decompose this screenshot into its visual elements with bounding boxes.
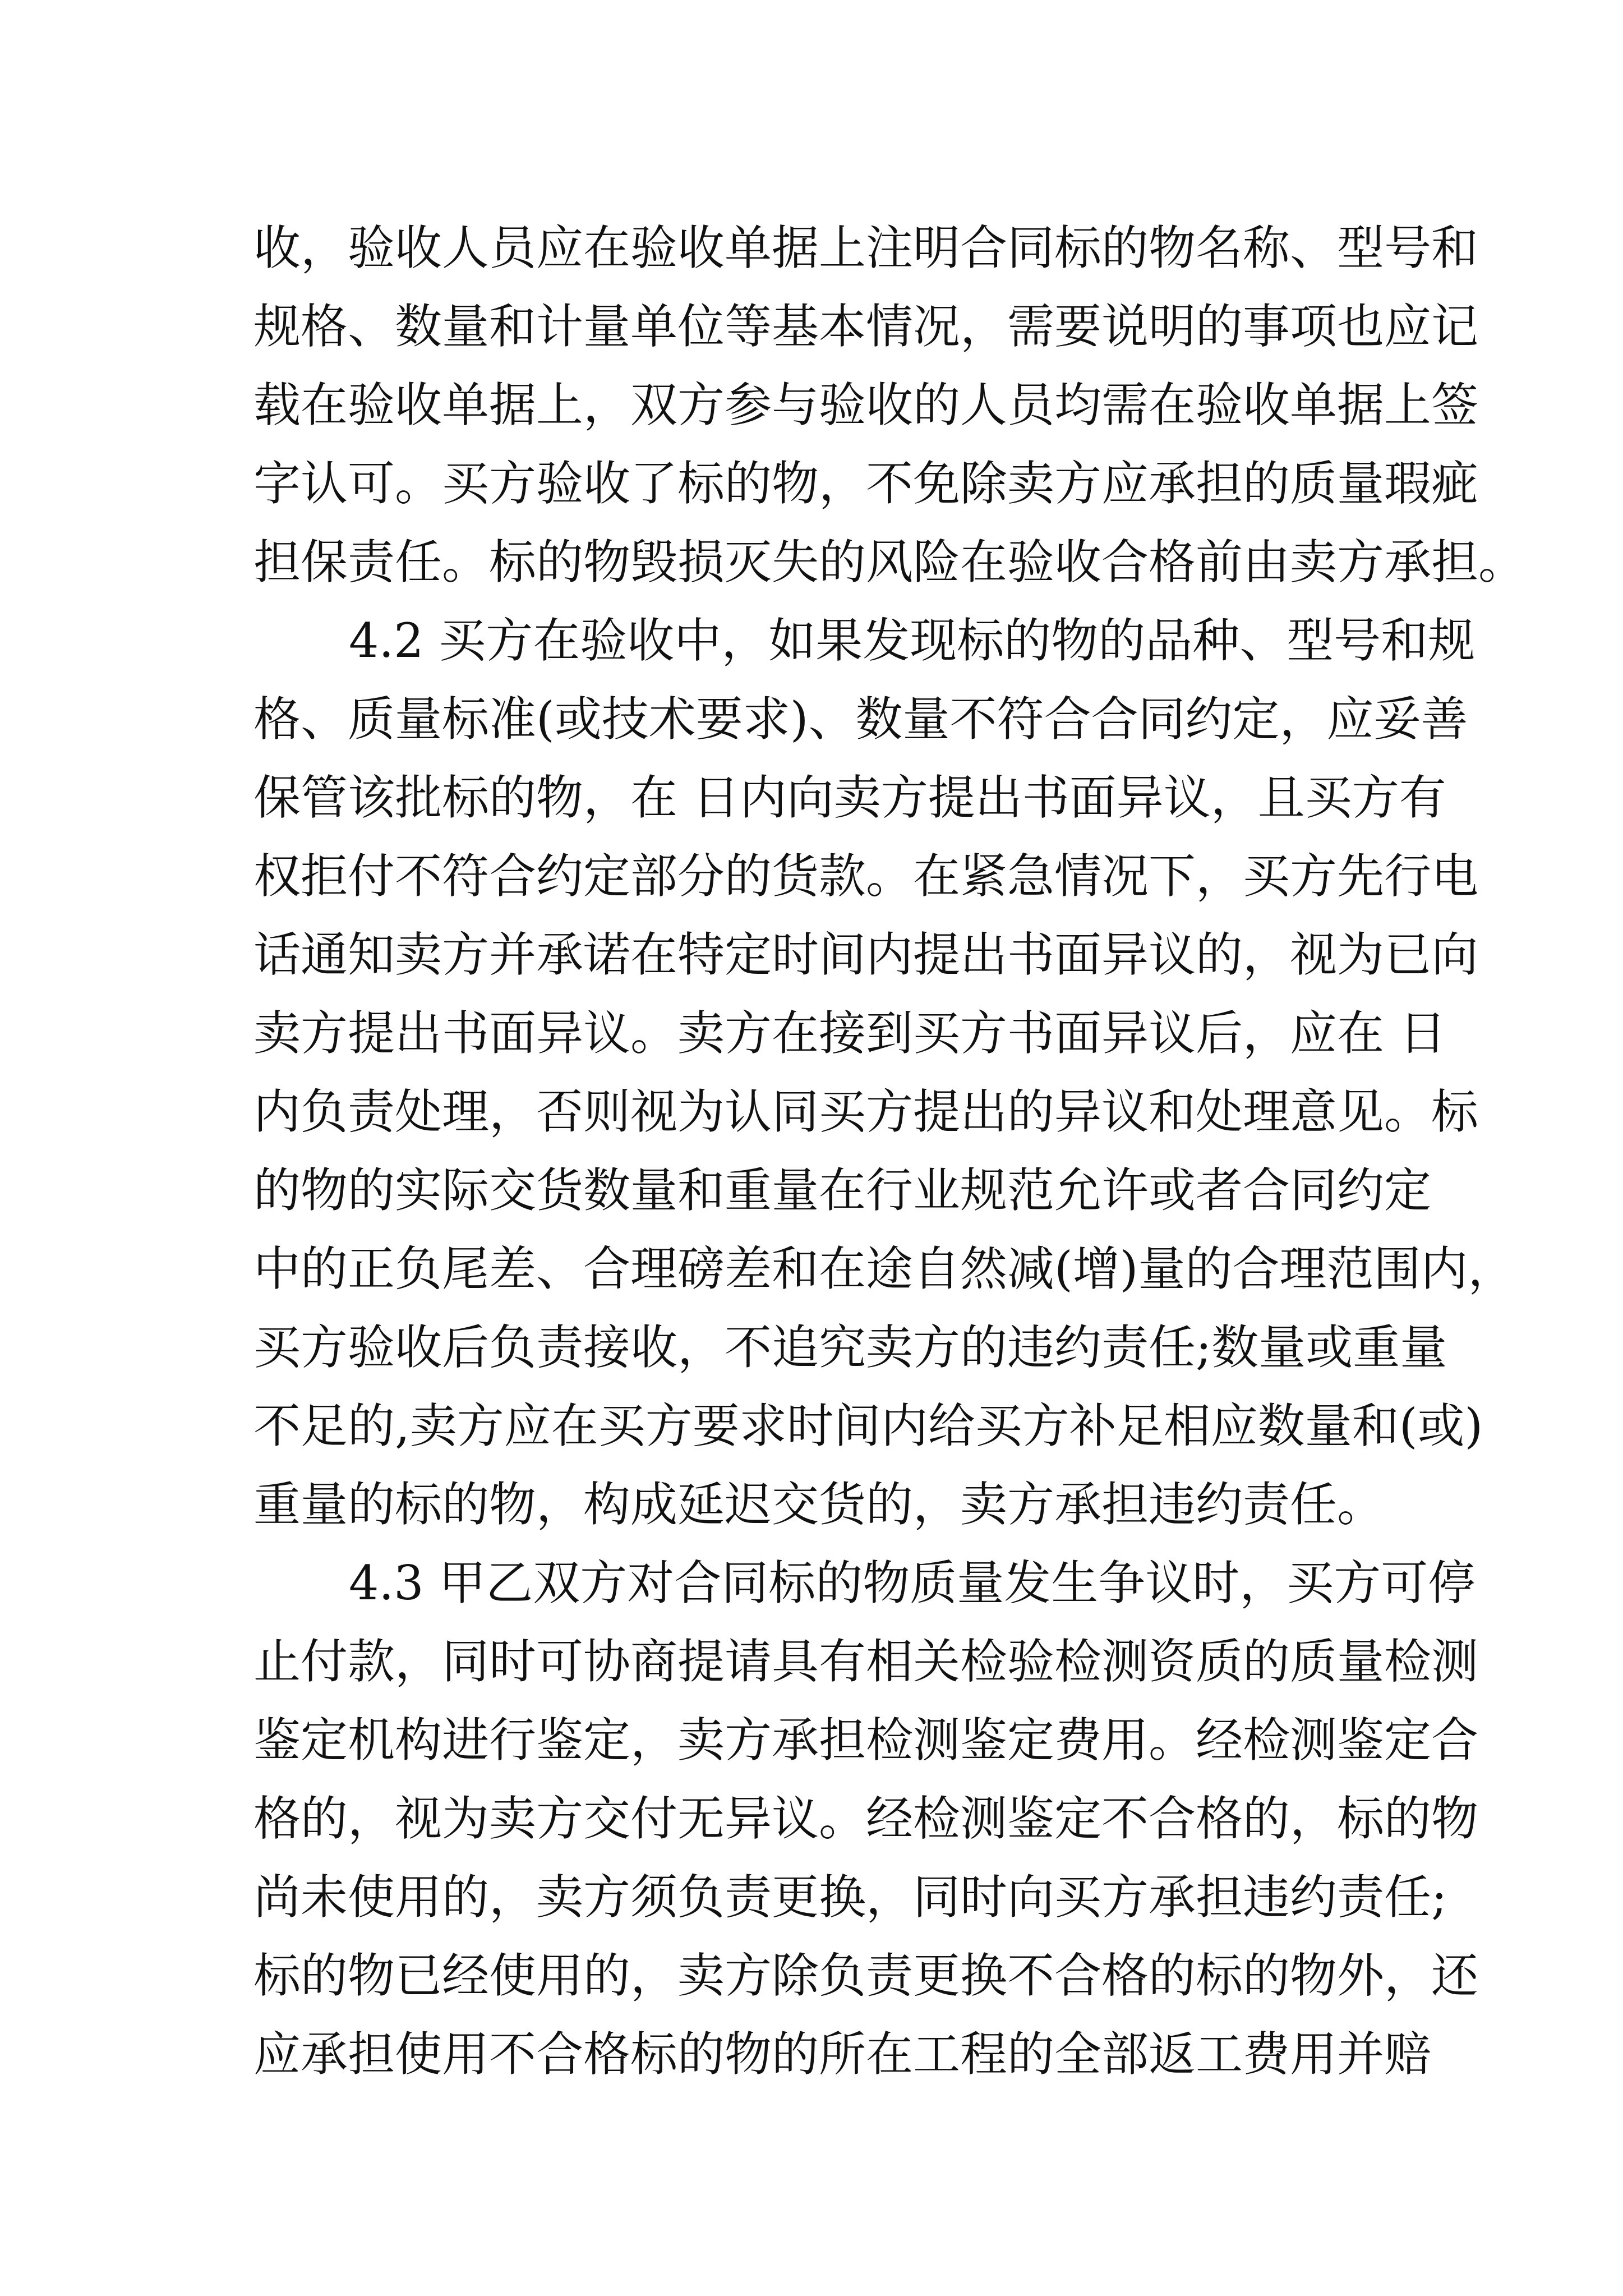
contract-text-body xyxy=(253,209,1526,2093)
text-line: 买方验收后负责接收，不追究卖方的违约责任;数量或重量 xyxy=(253,1320,1447,1375)
text-line: 规格、数量和计量单位等基本情况，需要说明的事项也应记 xyxy=(253,299,1479,354)
text-line: 格、质量标准(或技术要求)、数量不符合合同约定，应妥善 xyxy=(253,692,1468,747)
text-line: 收，验收人员应在验收单据上注明合同标的物名称、型号和 xyxy=(253,220,1479,275)
text-line: 的物的实际交货数量和重量在行业规范允许或者合同约定 xyxy=(253,1163,1432,1218)
text-line: 担保责任。标的物毁损灭失的风险在验收合格前由卖方承担。 xyxy=(253,535,1526,590)
text-line: 尚未使用的，卖方须负责更换，同时向买方承担违约责任; xyxy=(253,1870,1447,1925)
clause-4-2-heading-line: 4.2 买方在验收中，如果发现标的物的品种、型号和规 xyxy=(349,613,1476,668)
text-line: 权拒付不符合约定部分的货款。在紧急情况下，买方先行电 xyxy=(253,849,1479,904)
text-line: 中的正负尾差、合理磅差和在途自然减(增)量的合理范围内， xyxy=(253,1241,1515,1296)
text-line: 应承担使用不合格标的物的所在工程的全部返工费用并赔 xyxy=(253,2027,1432,2082)
text-line: 重量的标的物，构成延迟交货的，卖方承担违约责任。 xyxy=(253,1477,1385,1532)
text-line: 鉴定机构进行鉴定，卖方承担检测鉴定费用。经检测鉴定合 xyxy=(253,1713,1479,1768)
text-line: 格的，视为卖方交付无异议。经检测鉴定不合格的，标的物 xyxy=(253,1791,1479,1846)
text-line: 止付款，同时可协商提请具有相关检验检测资质的质量检测 xyxy=(253,1634,1479,1689)
text-line: 卖方提出书面异议。卖方在接到买方书面异议后，应在 日 xyxy=(253,1006,1446,1061)
clause-4-3-heading-line: 4.3 甲乙双方对合同标的物质量发生争议时，买方可停 xyxy=(349,1556,1476,1611)
text-line: 字认可。买方验收了标的物，不免除卖方应承担的质量瑕疵 xyxy=(253,456,1479,511)
text-line: 保管该批标的物，在 日内向卖方提出书面异议，且买方有 xyxy=(253,770,1446,825)
text-line: 标的物已经使用的，卖方除负责更换不合格的标的物外，还 xyxy=(253,1948,1479,2003)
text-line: 内负责处理，否则视为认同买方提出的异议和处理意见。标 xyxy=(253,1084,1479,1139)
text-line: 话通知卖方并承诺在特定时间内提出书面异议的，视为已向 xyxy=(253,927,1479,982)
text-line: 载在验收单据上，双方参与验收的人员均需在验收单据上签 xyxy=(253,378,1479,432)
text-line: 不足的,卖方应在买方要求时间内给买方补足相应数量和(或) xyxy=(253,1398,1483,1453)
